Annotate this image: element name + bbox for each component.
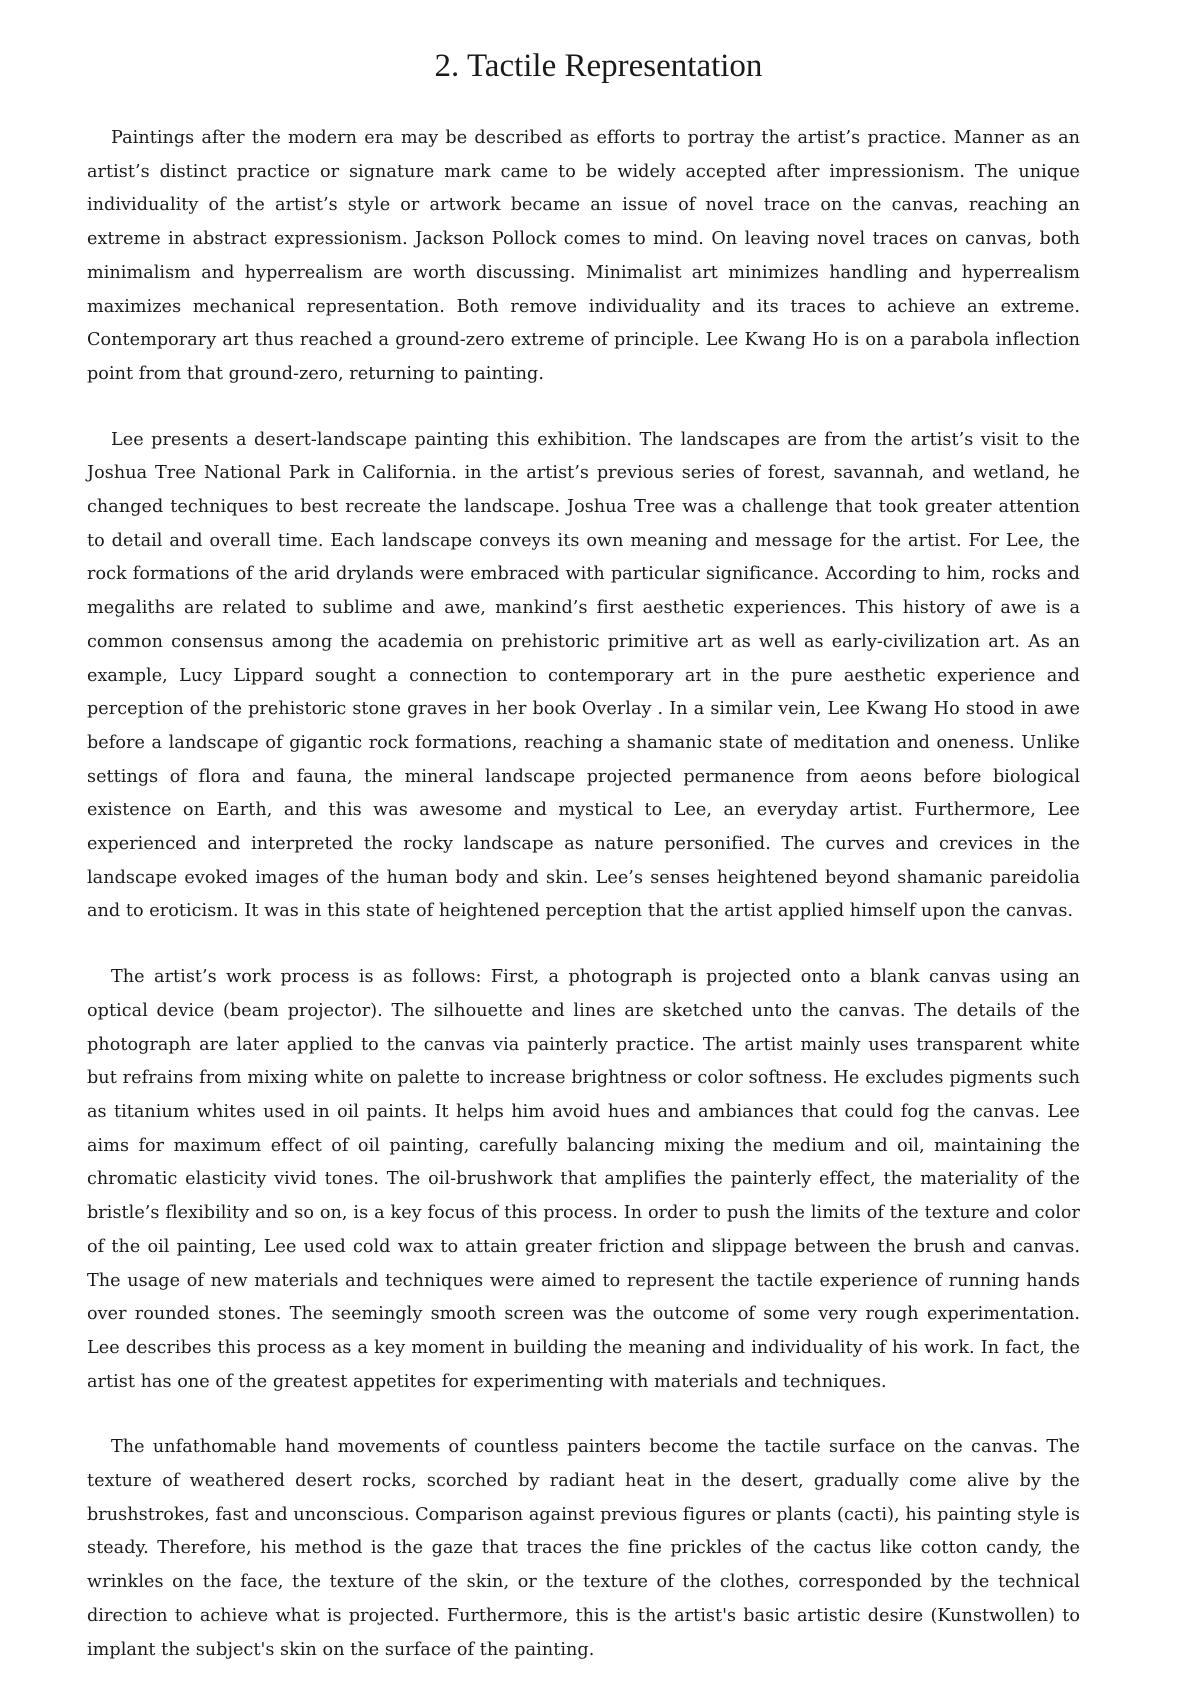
section-title: 2. Tactile Representation [434,48,763,84]
body-text [87,122,1080,1699]
paragraph-2: Lee presents a desert-landscape painting this exhibition. The landscapes are from the artist’s visit to the Joshua Tree National Park in California. in the artist’s previous series of forest, savannah, and wetland, he changed techniques to best recreate the landscape. Joshua Tree was a challenge that took greater attention to detail and overall time. Each landscape conveys its own meaning and message for the artist. For Lee, the rock formations of the arid drylands were embraced with particular significance. According to him, rocks and megaliths are related to sublime and awe, mankind’s first aesthetic experiences. This history of awe is a common consensus among the academia on prehistoric primitive art as well as early-civilization art. As an example, Lucy Lippard sought a connection to contemporary art in the pure aesthetic experience and perception of the prehistoric stone graves in her book Overlay . In a similar vein, Lee Kwang Ho stood in awe before a landscape of gigantic rock formations, reaching a shamanic state of meditation and oneness. Unlike settings of flora and fauna, the mineral landscape projected permanence from aeons before biological existence on Earth, and this was awesome and mystical to Lee, an everyday artist. Furthermore, Lee experienced and interpreted the rocky landscape as nature personified. The curves and crevices in the landscape evoked images of the human body and skin. Lee’s senses heightened beyond shamanic pareidolia and to eroticism. It was in this state of heightened perception that the artist applied himself upon the canvas. [87,429,1080,922]
paragraph-1: Paintings after the modern era may be described as efforts to portray the artist’s practice. Manner as an artist’s distinct practice or signature mark came to be widely accepted after impressionism. The unique individuality of the artist’s style or artwork became an issue of novel trace on the canvas, reaching an extreme in abstract expressionism. Jackson Pollock comes to mind. On leaving novel traces on canvas, both minimalism and hyperrealism are worth discussing. Minimalist art minimizes handling and hyperrealism maximizes mechanical representation. Both remove individuality and its traces to achieve an extreme. Contemporary art thus reached a ground-zero extreme of principle. Lee Kwang Ho is on a parabola inflection point from that ground-zero, returning to painting. [87,128,1080,384]
paragraph-3: The artist’s work process is as follows: First, a photograph is projected onto a blank canvas using an optical device (beam projector). The silhouette and lines are sketched unto the canvas. The details of the photograph are later applied to the canvas via painterly practice. The artist mainly uses transparent white but refrains from mixing white on palette to increase brightness or color softness. He excludes pigments such as titanium whites used in oil paints. It helps him avoid hues and ambiances that could fog the canvas. Lee aims for maximum effect of oil painting, carefully balancing mixing the medium and oil, maintaining the chromatic elasticity vivid tones. The oil-brushwork that amplifies the painterly effect, the materiality of the bristle’s flexibility and so on, is a key focus of this process. In order to push the limits of the texture and color of the oil painting, Lee used cold wax to attain greater friction and slippage between the brush and canvas. The usage of new materials and techniques were aimed to represent the tactile experience of running hands over rounded stones. The seemingly smooth screen was the outcome of some very rough experimentation. Lee describes this process as a key moment in building the meaning and individuality of his work. In fact, the artist has one of the greatest appetites for experimenting with materials and techniques. [87,967,1080,1392]
paragraph-4: The unfathomable hand movements of countless painters become the tactile surface on the canvas. The texture of weathered desert rocks, scorched by radiant heat in the desert, gradually come alive by the brushstrokes, fast and unconscious. Comparison against previous figures or plants (cacti), his painting style is steady. Therefore, his method is the gaze that traces the fine prickles of the cactus like cotton candy, the wrinkles on the face, the texture of the skin, or the texture of the clothes, corresponded by the technical direction to achieve what is projected. Furthermore, this is the artist's basic artistic desire (Kunstwollen) to implant the subject's skin on the surface of the painting. [87,1437,1080,1660]
